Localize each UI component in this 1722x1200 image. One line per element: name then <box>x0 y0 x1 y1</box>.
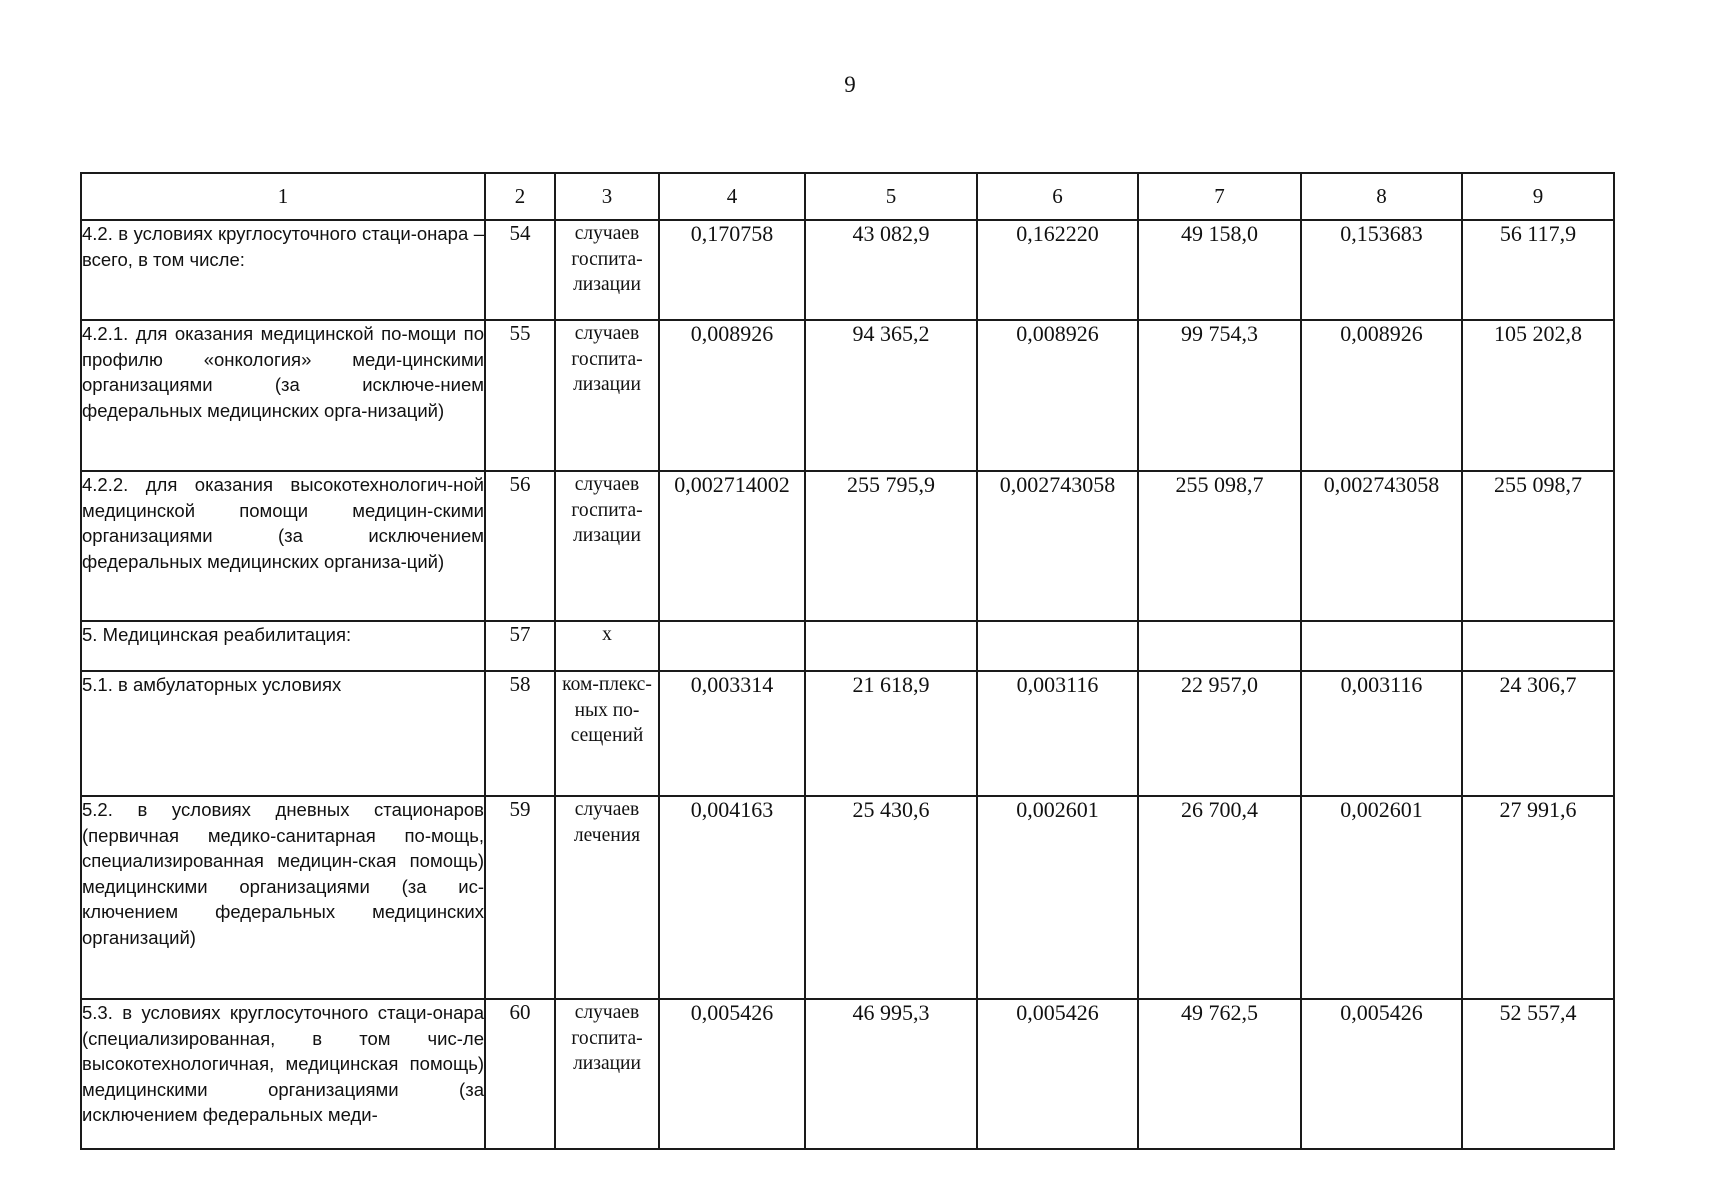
row-number: 59 <box>485 796 555 999</box>
row-unit: случаев госпита-лизации <box>555 320 659 471</box>
value-cell: 21 618,9 <box>805 671 977 796</box>
header-cell: 1 <box>81 173 485 220</box>
row-description: 4.2. в условиях круглосуточного стаци-онара – всего, в том числе: <box>81 220 485 320</box>
value-cell: 0,003116 <box>977 671 1138 796</box>
value-cell: 99 754,3 <box>1138 320 1301 471</box>
value-cell: 27 991,6 <box>1462 796 1614 999</box>
header-cell: 8 <box>1301 173 1462 220</box>
value-cell: 255 098,7 <box>1462 471 1614 621</box>
value-cell: 0,002714002 <box>659 471 805 621</box>
value-cell: 43 082,9 <box>805 220 977 320</box>
value-cell: 22 957,0 <box>1138 671 1301 796</box>
header-cell: 9 <box>1462 173 1614 220</box>
header-cell: 5 <box>805 173 977 220</box>
header-cell: 2 <box>485 173 555 220</box>
table-row <box>81 796 1614 999</box>
row-unit: случаев госпита-лизации <box>555 471 659 621</box>
value-cell: 24 306,7 <box>1462 671 1614 796</box>
value-cell: 52 557,4 <box>1462 999 1614 1149</box>
header-cell: 3 <box>555 173 659 220</box>
value-cell: 0,153683 <box>1301 220 1462 320</box>
row-number: 56 <box>485 471 555 621</box>
data-table <box>80 172 1615 1150</box>
page-number: 9 <box>844 72 856 97</box>
value-cell: 0,008926 <box>977 320 1138 471</box>
value-cell: 0,162220 <box>977 220 1138 320</box>
row-number: 55 <box>485 320 555 471</box>
row-unit: случаев госпита-лизации <box>555 220 659 320</box>
header-cell: 4 <box>659 173 805 220</box>
value-cell <box>1138 621 1301 671</box>
value-cell: 105 202,8 <box>1462 320 1614 471</box>
value-cell: 0,004163 <box>659 796 805 999</box>
value-cell: 56 117,9 <box>1462 220 1614 320</box>
value-cell: 0,170758 <box>659 220 805 320</box>
table-row <box>81 621 1614 671</box>
row-unit: случаев лечения <box>555 796 659 999</box>
value-cell: 0,002743058 <box>1301 471 1462 621</box>
value-cell: 0,005426 <box>1301 999 1462 1149</box>
value-cell: 25 430,6 <box>805 796 977 999</box>
value-cell: 49 158,0 <box>1138 220 1301 320</box>
value-cell: 0,008926 <box>1301 320 1462 471</box>
row-unit: случаев госпита-лизации <box>555 999 659 1149</box>
value-cell: 255 098,7 <box>1138 471 1301 621</box>
header-row <box>81 173 1614 220</box>
row-description: 5.2. в условиях дневных стационаров (первичная медико-санитарная по-мощь, специализированная медицин-ская помощь) медицинскими организациями (за ис-ключением федеральных медицинских организаций) <box>81 796 485 999</box>
row-description: 4.2.1. для оказания медицинской по-мощи по профилю «онкология» меди-цинскими организациями (за исключе-нием федеральных медицинских орга-низаций) <box>81 320 485 471</box>
table-row <box>81 471 1614 621</box>
row-unit: х <box>555 621 659 671</box>
value-cell: 0,003116 <box>1301 671 1462 796</box>
row-number: 57 <box>485 621 555 671</box>
value-cell: 0,002601 <box>977 796 1138 999</box>
value-cell: 0,005426 <box>659 999 805 1149</box>
value-cell <box>977 621 1138 671</box>
row-description: 4.2.2. для оказания высокотехнологич-ной медицинской помощи медицин-скими организациями (за исключением федеральных медицинских организа-ций) <box>81 471 485 621</box>
value-cell: 0,003314 <box>659 671 805 796</box>
value-cell: 94 365,2 <box>805 320 977 471</box>
value-cell: 0,008926 <box>659 320 805 471</box>
value-cell: 0,002601 <box>1301 796 1462 999</box>
table-row <box>81 671 1614 796</box>
header-cell: 6 <box>977 173 1138 220</box>
row-unit: ком-плекс-ных по-сещений <box>555 671 659 796</box>
value-cell: 0,002743058 <box>977 471 1138 621</box>
row-description: 5.3. в условиях круглосуточного стаци-онара (специализированная, в том чис-ле высокотехнологичная, медицинская помощь) медицинскими организациями (за исключением федеральных меди- <box>81 999 485 1149</box>
row-number: 54 <box>485 220 555 320</box>
value-cell <box>805 621 977 671</box>
table-row <box>81 320 1614 471</box>
value-cell <box>1301 621 1462 671</box>
value-cell <box>1462 621 1614 671</box>
value-cell: 49 762,5 <box>1138 999 1301 1149</box>
header-cell: 7 <box>1138 173 1301 220</box>
value-cell: 0,005426 <box>977 999 1138 1149</box>
row-number: 58 <box>485 671 555 796</box>
table-row <box>81 220 1614 320</box>
table-row <box>81 999 1614 1149</box>
value-cell: 26 700,4 <box>1138 796 1301 999</box>
row-description: 5.1. в амбулаторных условиях <box>81 671 485 796</box>
value-cell <box>659 621 805 671</box>
value-cell: 46 995,3 <box>805 999 977 1149</box>
row-description: 5. Медицинская реабилитация: <box>81 621 485 671</box>
row-number: 60 <box>485 999 555 1149</box>
value-cell: 255 795,9 <box>805 471 977 621</box>
